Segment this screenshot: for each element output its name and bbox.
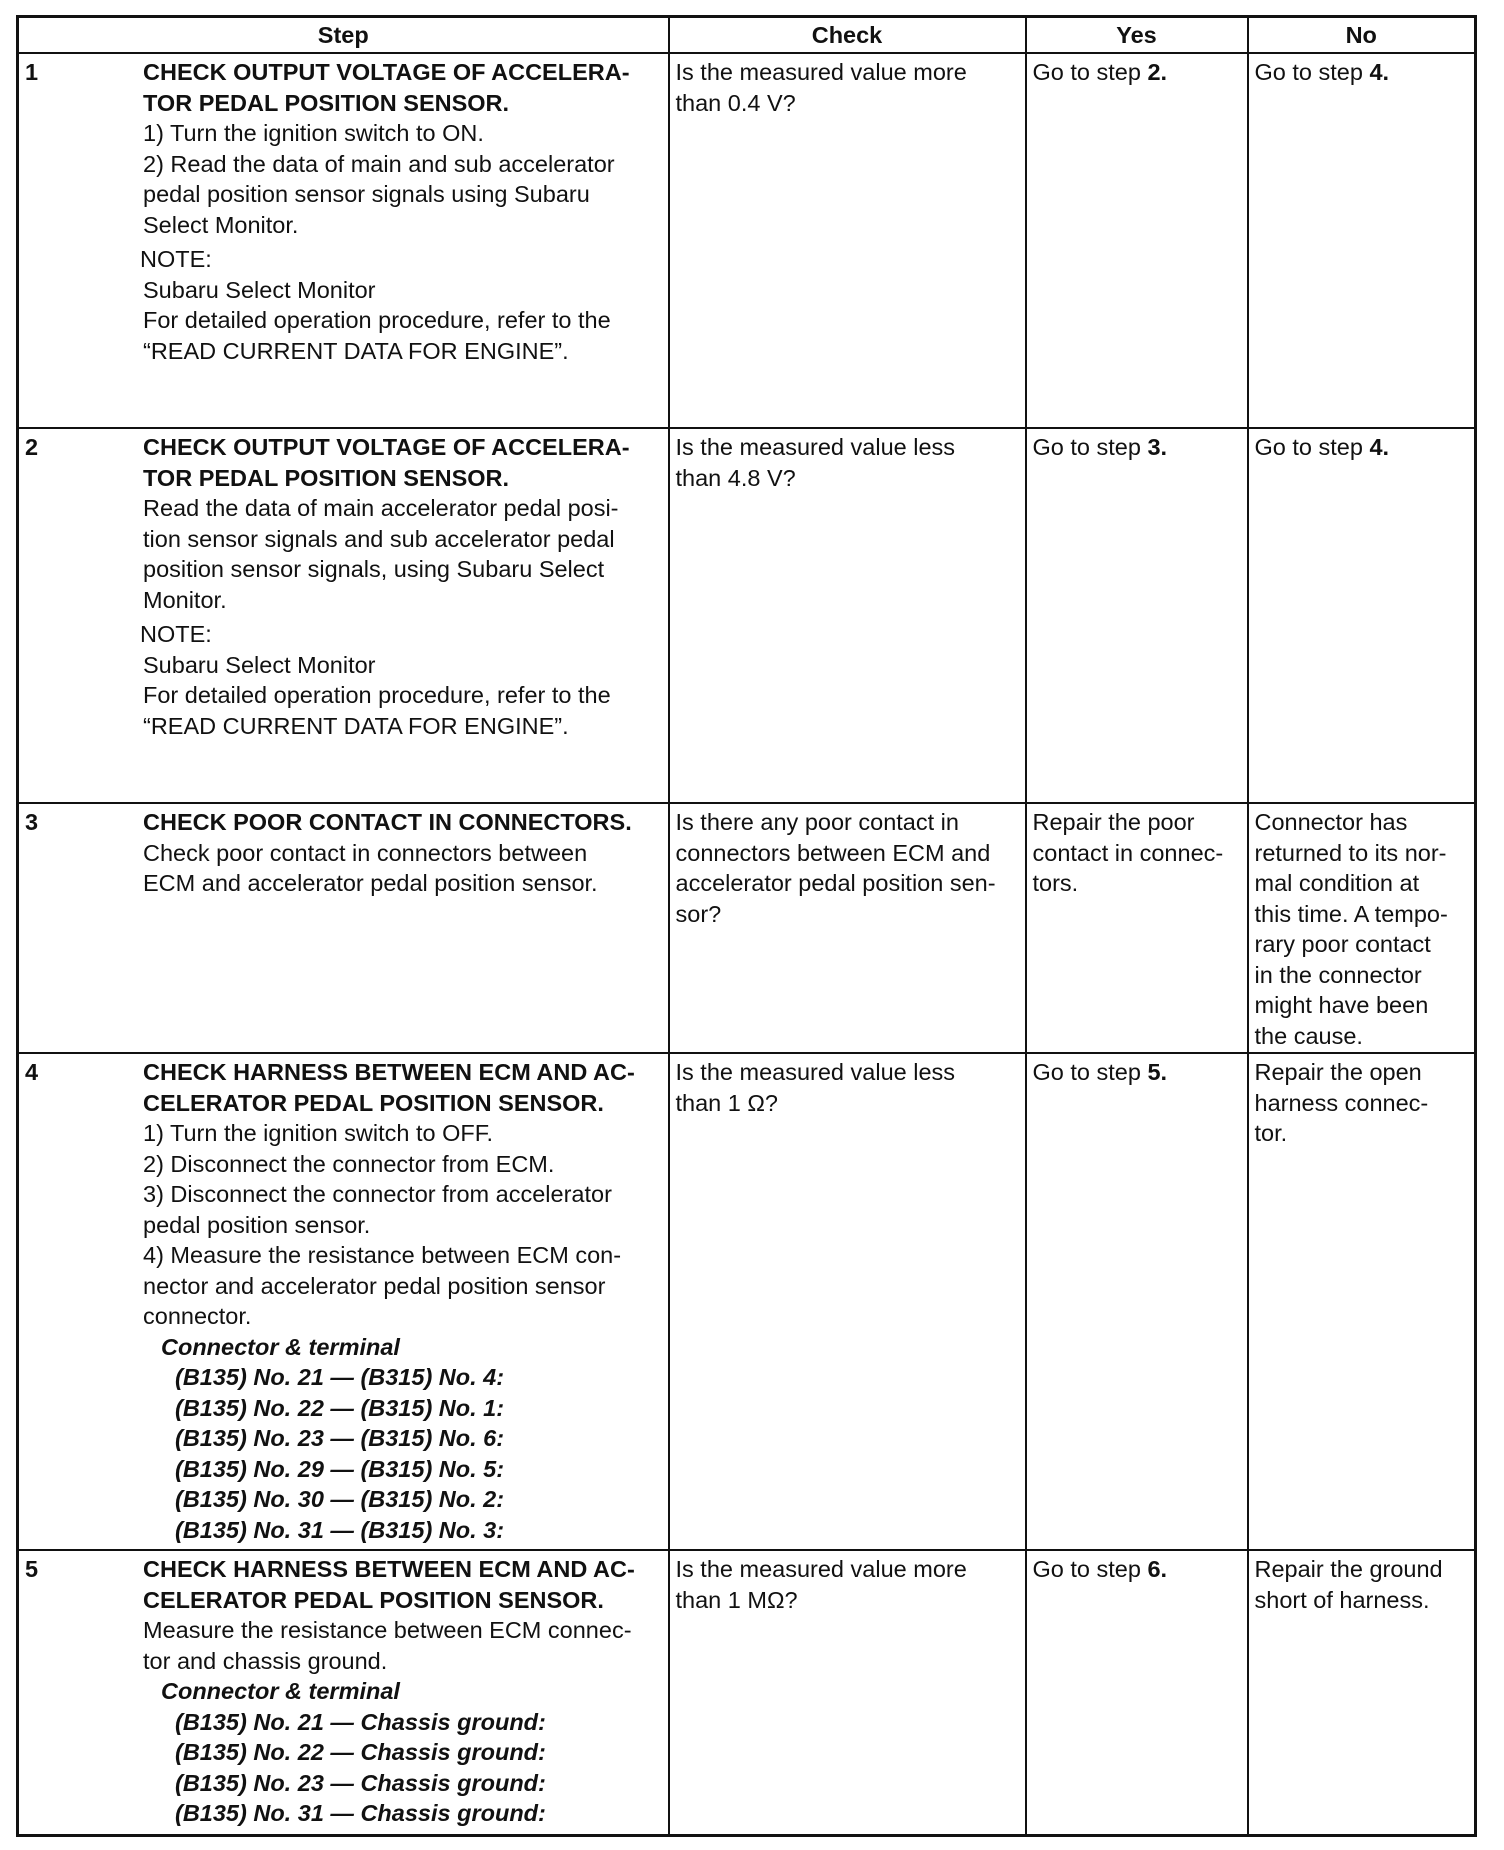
step-line: 2) Read the data of main and sub accelerator <box>143 150 615 177</box>
step-line: Measure the resistance between ECM connec- <box>143 1617 632 1643</box>
step-line: pedal position sensor. <box>143 1211 371 1238</box>
step-title: TOR PEDAL POSITION SENSOR. <box>143 464 510 491</box>
table-row <box>18 1550 1476 1835</box>
step-line: 1) Turn the ignition switch to ON. <box>143 120 484 146</box>
step-cell <box>18 1053 669 1550</box>
no-line: the cause. <box>1254 1022 1363 1049</box>
step-line: nector and accelerator pedal position sensor <box>143 1272 606 1299</box>
no-text: Go to step <box>1254 434 1370 460</box>
connector-terminal-title: Connector & terminal <box>161 1333 400 1360</box>
step-line: 4) Measure the resistance between ECM con- <box>143 1242 622 1268</box>
note-line: Subaru Select Monitor <box>143 276 376 303</box>
table-row <box>18 428 1476 803</box>
yes-step-ref: 2. <box>1147 59 1168 85</box>
no-line: returned to its nor- <box>1254 839 1447 866</box>
step-title: CHECK HARNESS BETWEEN ECM AND AC- <box>143 1059 635 1085</box>
check-line: accelerator pedal position sen- <box>675 870 996 896</box>
no-cell <box>1248 1550 1476 1835</box>
yes-cell <box>1026 1550 1248 1835</box>
no-line: this time. A tempo- <box>1254 900 1448 927</box>
step-title: CELERATOR PEDAL POSITION SENSOR. <box>143 1586 604 1613</box>
step-number: 4 <box>25 1059 39 1085</box>
yes-cell <box>1026 428 1248 803</box>
check-cell <box>669 53 1026 428</box>
no-line: might have been <box>1254 992 1429 1018</box>
yes-step-ref: 6. <box>1147 1556 1168 1582</box>
yes-text: Go to step <box>1032 434 1148 460</box>
no-text: Go to step <box>1254 59 1370 85</box>
step-cell <box>18 1550 669 1835</box>
check-cell <box>669 803 1026 1053</box>
no-cell <box>1248 428 1476 803</box>
step-number: 5 <box>25 1556 39 1582</box>
note-line: “READ CURRENT DATA FOR ENGINE”. <box>143 712 569 739</box>
step-title: CHECK POOR CONTACT IN CONNECTORS. <box>143 809 632 835</box>
no-line: harness connec- <box>1254 1089 1429 1116</box>
step-line: tor and chassis ground. <box>143 1647 388 1674</box>
no-step-ref: 4. <box>1369 434 1390 460</box>
note-line: For detailed operation procedure, refer to the <box>143 307 611 333</box>
table-row <box>18 803 1476 1053</box>
step-number: 2 <box>25 434 39 460</box>
step-title: CHECK OUTPUT VOLTAGE OF ACCELERA- <box>143 59 630 85</box>
no-line: short of harness. <box>1254 1586 1430 1613</box>
step-line: Check poor contact in connectors between <box>143 839 588 866</box>
step-title: TOR PEDAL POSITION SENSOR. <box>143 89 510 116</box>
connector-terminal-item: (B135) No. 23 — Chassis ground: <box>175 1769 546 1796</box>
step-line: 1) Turn the ignition switch to OFF. <box>143 1120 494 1146</box>
check-line: than 1 Ω? <box>675 1089 779 1116</box>
step-line: 3) Disconnect the connector from accelerator <box>143 1181 612 1207</box>
connector-terminal-item: (B135) No. 21 — (B315) No. 4: <box>175 1364 505 1390</box>
step-cell <box>18 803 669 1053</box>
step-cell <box>18 428 669 803</box>
yes-step-ref: 3. <box>1147 434 1168 460</box>
no-line: mal condition at <box>1254 870 1420 896</box>
check-cell <box>669 1550 1026 1835</box>
no-line: rary poor contact <box>1254 931 1431 957</box>
connector-terminal-item: (B135) No. 21 — Chassis ground: <box>175 1708 546 1735</box>
step-line: ECM and accelerator pedal position sensor. <box>143 870 598 896</box>
check-line: Is the measured value more <box>675 1556 967 1582</box>
diagnostic-table <box>16 15 1477 1837</box>
step-line: Select Monitor. <box>143 211 299 238</box>
header-step: Step <box>18 17 669 54</box>
connector-terminal-item: (B135) No. 22 — Chassis ground: <box>175 1739 546 1765</box>
step-line: connector. <box>143 1303 252 1329</box>
no-line: Repair the open <box>1254 1059 1422 1085</box>
yes-line: Repair the poor <box>1032 809 1195 835</box>
step-title: CHECK OUTPUT VOLTAGE OF ACCELERA- <box>143 434 630 460</box>
no-line: Repair the ground <box>1254 1556 1443 1582</box>
connector-terminal-item: (B135) No. 31 — (B315) No. 3: <box>175 1516 505 1543</box>
note-line: For detailed operation procedure, refer to the <box>143 682 611 708</box>
header-check: Check <box>669 17 1026 54</box>
no-step-ref: 4. <box>1369 59 1390 85</box>
connector-terminal-item: (B135) No. 30 — (B315) No. 2: <box>175 1486 505 1512</box>
yes-text: Go to step <box>1032 1059 1148 1085</box>
check-line: than 1 MΩ? <box>675 1586 798 1613</box>
note-label: NOTE: <box>140 621 212 647</box>
step-cell <box>18 53 669 428</box>
no-line: tor. <box>1254 1120 1288 1146</box>
note-line: “READ CURRENT DATA FOR ENGINE”. <box>143 337 569 364</box>
table-row <box>18 53 1476 428</box>
check-cell <box>669 1053 1026 1550</box>
step-line: pedal position sensor signals using Subaru <box>143 181 590 207</box>
no-cell <box>1248 53 1476 428</box>
check-line: sor? <box>675 900 722 927</box>
header-no: No <box>1248 17 1476 54</box>
check-line: Is the measured value less <box>675 434 956 460</box>
connector-terminal-item: (B135) No. 22 — (B315) No. 1: <box>175 1394 505 1421</box>
step-title: CHECK HARNESS BETWEEN ECM AND AC- <box>143 1556 635 1582</box>
check-line: connectors between ECM and <box>675 839 991 866</box>
connector-terminal-item: (B135) No. 29 — (B315) No. 5: <box>175 1455 505 1482</box>
check-line: Is there any poor contact in <box>675 809 959 835</box>
check-cell <box>669 428 1026 803</box>
step-line: Monitor. <box>143 586 227 613</box>
check-line: Is the measured value more <box>675 59 967 85</box>
check-line: Is the measured value less <box>675 1059 956 1085</box>
check-line: than 0.4 V? <box>675 89 796 116</box>
no-line: Connector has <box>1254 809 1408 835</box>
note-label: NOTE: <box>140 246 212 272</box>
yes-cell <box>1026 803 1248 1053</box>
step-number: 1 <box>25 59 39 85</box>
step-number: 3 <box>25 809 39 835</box>
yes-step-ref: 5. <box>1147 1059 1168 1085</box>
yes-line: tors. <box>1032 870 1079 896</box>
check-line: than 4.8 V? <box>675 464 796 491</box>
header-yes: Yes <box>1026 17 1248 54</box>
connector-terminal-item: (B135) No. 31 — Chassis ground: <box>175 1800 546 1826</box>
no-cell <box>1248 803 1476 1053</box>
table-row <box>18 1053 1476 1550</box>
step-title: CELERATOR PEDAL POSITION SENSOR. <box>143 1089 604 1116</box>
connector-terminal-title: Connector & terminal <box>161 1678 400 1704</box>
step-line: 2) Disconnect the connector from ECM. <box>143 1150 555 1177</box>
note-line: Subaru Select Monitor <box>143 651 376 678</box>
yes-line: contact in connec- <box>1032 839 1224 866</box>
no-line: in the connector <box>1254 961 1422 988</box>
no-cell <box>1248 1053 1476 1550</box>
header-row <box>18 17 1476 54</box>
yes-cell <box>1026 53 1248 428</box>
yes-cell <box>1026 1053 1248 1550</box>
step-line: tion sensor signals and sub accelerator pedal <box>143 525 615 552</box>
connector-terminal-item: (B135) No. 23 — (B315) No. 6: <box>175 1425 505 1451</box>
yes-text: Go to step <box>1032 1556 1148 1582</box>
yes-text: Go to step <box>1032 59 1148 85</box>
step-line: Read the data of main accelerator pedal posi- <box>143 495 619 521</box>
step-line: position sensor signals, using Subaru Select <box>143 556 605 582</box>
